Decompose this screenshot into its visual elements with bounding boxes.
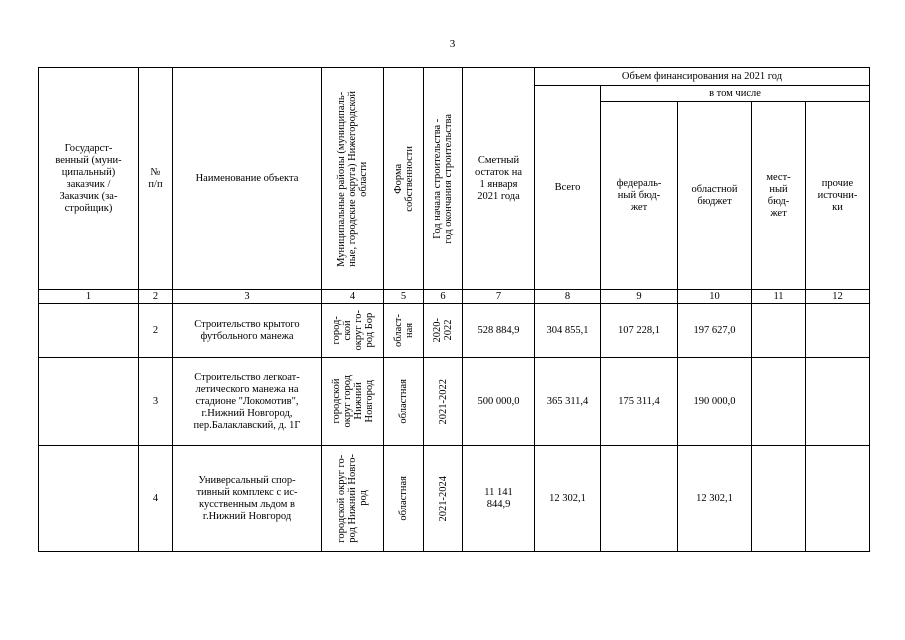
header-ownership: Форма собственности <box>384 68 424 290</box>
cell-total: 365 311,4 <box>535 358 601 446</box>
cell-no: 2 <box>139 304 173 358</box>
column-number: 6 <box>424 290 463 304</box>
header-other: прочие источни- ки <box>806 102 870 290</box>
header-federal: федераль- ный бюд- жет <box>601 102 678 290</box>
cell-other <box>806 446 870 552</box>
financing-table <box>38 67 870 552</box>
column-number: 10 <box>678 290 752 304</box>
header-years: Год начала строительства - год окончания строительства <box>424 68 463 290</box>
header-regional: областной бюджет <box>678 102 752 290</box>
cell-federal: 175 311,4 <box>601 358 678 446</box>
table-row <box>39 446 870 552</box>
cell-total: 12 302,1 <box>535 446 601 552</box>
cell-no: 4 <box>139 446 173 552</box>
column-number: 4 <box>322 290 384 304</box>
cell-total: 304 855,1 <box>535 304 601 358</box>
cell-years: 2021-2022 <box>424 358 463 446</box>
cell-other <box>806 304 870 358</box>
cell-local <box>752 446 806 552</box>
cell-object-name: Строительство крытого футбольного манежа <box>173 304 322 358</box>
cell-customer <box>39 358 139 446</box>
header-financing: Объем финансирования на 2021 год <box>535 68 870 86</box>
cell-local <box>752 304 806 358</box>
header-no: № п/п <box>139 68 173 290</box>
cell-federal: 107 228,1 <box>601 304 678 358</box>
cell-object-name: Строительство легкоат- летического манежа на стадионе "Локомотив", г.Нижний Новгород, пер.Балаклавский, д. 1Г <box>173 358 322 446</box>
cell-years: 2020- 2022 <box>424 304 463 358</box>
cell-district: город- ской округ го- род Бор <box>322 304 384 358</box>
cell-ownership: областная <box>384 358 424 446</box>
cell-no: 3 <box>139 358 173 446</box>
cell-balance: 528 884,9 <box>463 304 535 358</box>
cell-customer <box>39 446 139 552</box>
table-row <box>39 358 870 446</box>
column-number: 1 <box>39 290 139 304</box>
cell-ownership: област- ная <box>384 304 424 358</box>
column-number: 9 <box>601 290 678 304</box>
header-local: мест- ный бюд- жет <box>752 102 806 290</box>
header-object-name: Наименование объекта <box>173 68 322 290</box>
cell-regional: 12 302,1 <box>678 446 752 552</box>
header-customer: Государст- венный (муни- ципальный) заказчик / Заказчик (за- стройщик) <box>39 68 139 290</box>
column-number: 8 <box>535 290 601 304</box>
cell-customer <box>39 304 139 358</box>
column-number-row <box>39 290 870 304</box>
column-number: 2 <box>139 290 173 304</box>
cell-district: городской округ го- род Нижний Новго- род <box>322 446 384 552</box>
column-number: 3 <box>173 290 322 304</box>
header-total: Всего <box>535 86 601 290</box>
cell-balance: 11 141 844,9 <box>463 446 535 552</box>
cell-federal <box>601 446 678 552</box>
cell-regional: 190 000,0 <box>678 358 752 446</box>
cell-local <box>752 358 806 446</box>
column-number: 12 <box>806 290 870 304</box>
cell-balance: 500 000,0 <box>463 358 535 446</box>
cell-ownership: областная <box>384 446 424 552</box>
page-number: 3 <box>449 38 456 50</box>
column-number: 11 <box>752 290 806 304</box>
cell-district: городской округ город Нижний Новгород <box>322 358 384 446</box>
header-district: Муниципальные районы (муниципаль- ные, городские округа) Нижегородской области <box>322 68 384 290</box>
header-including: в том числе <box>601 86 870 102</box>
cell-object-name: Универсальный спор- тивный комплекс с ис- кусственным льдом в г.Нижний Новгород <box>173 446 322 552</box>
cell-years: 2021-2024 <box>424 446 463 552</box>
table-row <box>39 304 870 358</box>
header-balance: Сметный остаток на 1 января 2021 года <box>463 68 535 290</box>
column-number: 5 <box>384 290 424 304</box>
column-number: 7 <box>463 290 535 304</box>
cell-regional: 197 627,0 <box>678 304 752 358</box>
cell-other <box>806 358 870 446</box>
